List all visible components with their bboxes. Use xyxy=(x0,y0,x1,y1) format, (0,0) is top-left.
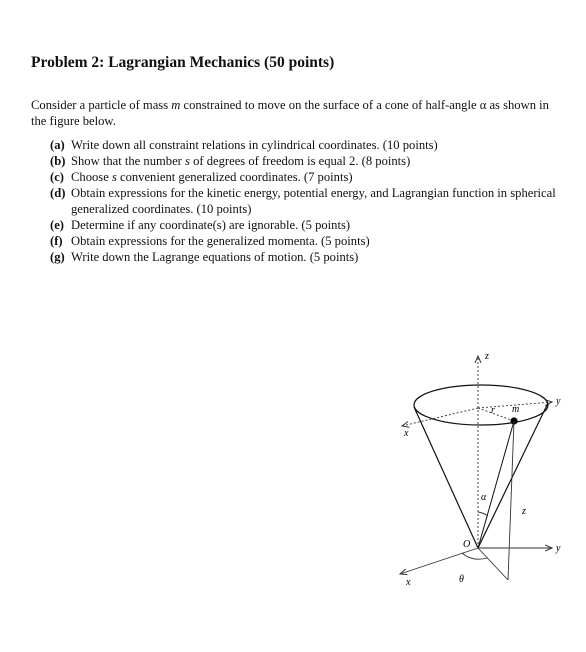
z-axis-label: z xyxy=(485,351,489,362)
part-label: (f) xyxy=(50,234,63,248)
part-label: (b) xyxy=(50,154,66,168)
height-line xyxy=(508,421,514,580)
part-text: Obtain expressions for the generalized momenta. (5 points) xyxy=(71,234,370,248)
radius-label: r xyxy=(491,405,495,416)
intro-text-3: as shown in the figure below. xyxy=(31,98,549,128)
alpha-arc xyxy=(478,512,488,516)
intro-text-1: Consider a particle of mass xyxy=(31,98,172,112)
problem-title: Problem 2: Lagrangian Mechanics (50 points) xyxy=(31,54,335,71)
part-text: Write down all constraint relations in cylindrical coordinates. (10 points) xyxy=(71,138,438,152)
part-text: Determine if any coordinate(s) are ignorable. (5 points) xyxy=(71,218,351,232)
x-axis-top xyxy=(402,408,478,426)
part-text-post: convenient generalized coordinates. (7 points) xyxy=(116,170,353,184)
projection-line xyxy=(478,548,508,580)
radius-line xyxy=(478,408,514,421)
intro-var-alpha: α xyxy=(479,98,487,112)
y-axis-top-label: y xyxy=(556,396,561,407)
part-var: s xyxy=(185,154,190,168)
part-var: s xyxy=(111,170,117,184)
part-label: (g) xyxy=(50,250,65,264)
y-axis-bottom-label: y xyxy=(556,543,561,554)
alpha-label: α xyxy=(481,492,487,503)
part-label: (d) xyxy=(50,186,66,200)
origin-label: O xyxy=(463,539,471,550)
intro-text-2: constrained to move on the surface of a cone of half-angle xyxy=(180,98,480,112)
part-text-pre: Choose xyxy=(71,170,112,184)
intro-var-m: m xyxy=(171,98,181,112)
part-text: Write down the Lagrange equations of motion. (5 points) xyxy=(71,250,359,264)
part-text-post: of degrees of freedom is equal 2. (8 points) xyxy=(189,154,411,168)
part-label: (c) xyxy=(50,170,64,184)
height-label: z xyxy=(522,506,526,517)
mass-label: m xyxy=(512,404,520,415)
cone-rim xyxy=(414,385,548,425)
theta-label: θ xyxy=(459,574,464,585)
part-label: (a) xyxy=(50,138,65,152)
x-axis-bottom xyxy=(400,548,478,574)
part-text: Obtain expressions for the kinetic energy, potential energy, and Lagrangian function in spherical generalized coordinates. (10 points) xyxy=(71,186,556,216)
part-text-pre: Show that the number xyxy=(71,154,186,168)
part-label: (e) xyxy=(50,218,64,232)
cone-side-left xyxy=(414,407,478,548)
x-axis-top-label: x xyxy=(404,428,409,439)
x-axis-bottom-label: x xyxy=(406,577,411,588)
